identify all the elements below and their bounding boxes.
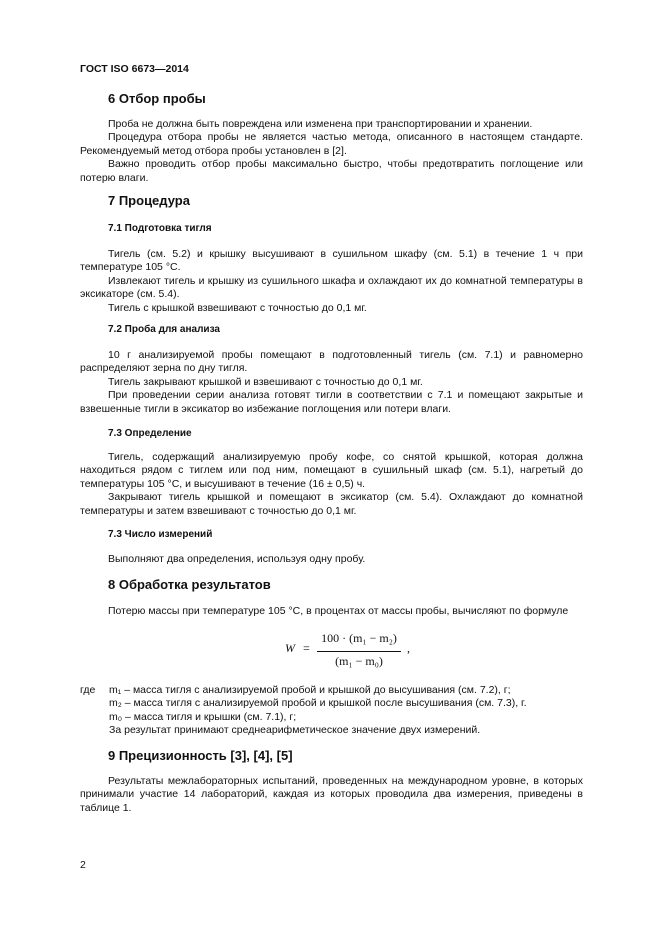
subsection-7-3-heading: 7.3 Определение <box>108 428 192 439</box>
section-6-body <box>80 118 583 185</box>
document-header: ГОСТ ISO 6673—2014 <box>80 63 189 75</box>
section-8-intro <box>80 605 583 618</box>
subsection-7-2-body <box>80 349 583 416</box>
section-9-heading: 9 Прецизионность [3], [4], [5] <box>108 748 293 763</box>
paragraph: При проведении серии анализа готовят тигли в соответствии с 7.1 и помещают закрытые и взвешенные тигли в эксикатор во избежание поглощения или потери влаги. <box>80 389 583 415</box>
paragraph: 10 г анализируемой пробы помещают в подготовленный тигель (см. 7.1) и равномерно распределяют зерна по дну тигля. <box>80 349 583 375</box>
section-9-body <box>80 775 583 815</box>
paragraph: Результаты межлабораторных испытаний, проведенных на международном уровне, в которых принимали участие 14 лабораторий, каждая из которых проводила два измерения, приведены в таблице 1. <box>80 775 583 814</box>
paragraph: Тигель закрывают крышкой и взвешивают с точностью до 0,1 мг. <box>108 375 423 388</box>
formula-lhs: W <box>285 641 295 655</box>
formula-numerator: 100 · (m₁ − m₂) <box>321 631 397 645</box>
subsection-7-3-body <box>80 451 583 518</box>
where-label: где <box>80 684 96 696</box>
definition-item: m₀ – масса тигля и крышки (см. 7.1), г; <box>109 710 297 723</box>
page-number: 2 <box>80 859 86 871</box>
paragraph: Извлекают тигель и крышку из сушильного шкафа и охлаждают их до комнатной температуры в эксикаторе (см. 5.4). <box>80 274 583 301</box>
section-7-heading: 7 Процедура <box>108 193 190 208</box>
formula-comma: , <box>407 641 410 655</box>
section-6-heading: 6 Отбор пробы <box>108 91 206 106</box>
fraction-bar <box>317 651 401 652</box>
paragraph: Тигель (см. 5.2) и крышку высушивают в сушильном шкафу (см. 5.1) в течение 1 ч при температуре 105 °С. <box>80 248 583 274</box>
subsection-7-1-body <box>80 248 583 315</box>
paragraph: Проба не должна быть повреждена или изменена при транспортировании и хранении. <box>108 118 533 130</box>
paragraph: За результат принимают среднеарифметическое значение двух измерений. <box>109 724 481 737</box>
subsection-7-4-body <box>80 553 583 566</box>
formula-denominator: (m₁ − m₀) <box>335 654 383 668</box>
paragraph: Закрывают тигель крышкой и помещают в эксикатор (см. 5.4). Охлаждают до комнатной температуры и затем взвешивают с точностью до 0,1 мг. <box>80 491 583 517</box>
section-8-heading: 8 Обработка результатов <box>108 577 271 592</box>
subsection-7-2-heading: 7.2 Проба для анализа <box>108 324 220 335</box>
definition-list <box>109 684 583 738</box>
formula-equals: = <box>303 641 310 655</box>
paragraph: Тигель, содержащий анализируемую пробу кофе, со снятой крышкой, которая должна находиться рядом с тиглем или под ним, помещают в сушильный шкаф (см. 5.1), нагретый до температуры 105 °С, и высушивают в течение (16 ± 0,5) ч. <box>80 451 583 490</box>
definition-item: m₂ – масса тигля с анализируемой пробой и крышкой после высушивания (см. 7.3), г. <box>109 697 527 710</box>
paragraph: Потерю массы при температуре 105 °С, в процентах от массы пробы, вычисляют по формуле <box>108 605 569 617</box>
subsection-7-4-heading: 7.3 Число измерений <box>108 529 213 540</box>
paragraph: Тигель с крышкой взвешивают с точностью до 0,1 мг. <box>108 301 367 314</box>
subsection-7-1-heading: 7.1 Подготовка тигля <box>108 223 212 234</box>
paragraph: Важно проводить отбор пробы максимально быстро, чтобы предотвратить поглощение или потерю влаги. <box>80 158 583 184</box>
paragraph: Процедура отбора пробы не является частью метода, описанного в настоящем стандарте. Рекомендуемый метод отбора пробы установлен в [2]. <box>80 131 583 157</box>
paragraph: Выполняют два определения, используя одну пробу. <box>108 553 366 565</box>
formula <box>285 630 425 674</box>
definition-item: m₁ – масса тигля с анализируемой пробой и крышкой до высушивания (см. 7.2), г; <box>109 684 511 696</box>
